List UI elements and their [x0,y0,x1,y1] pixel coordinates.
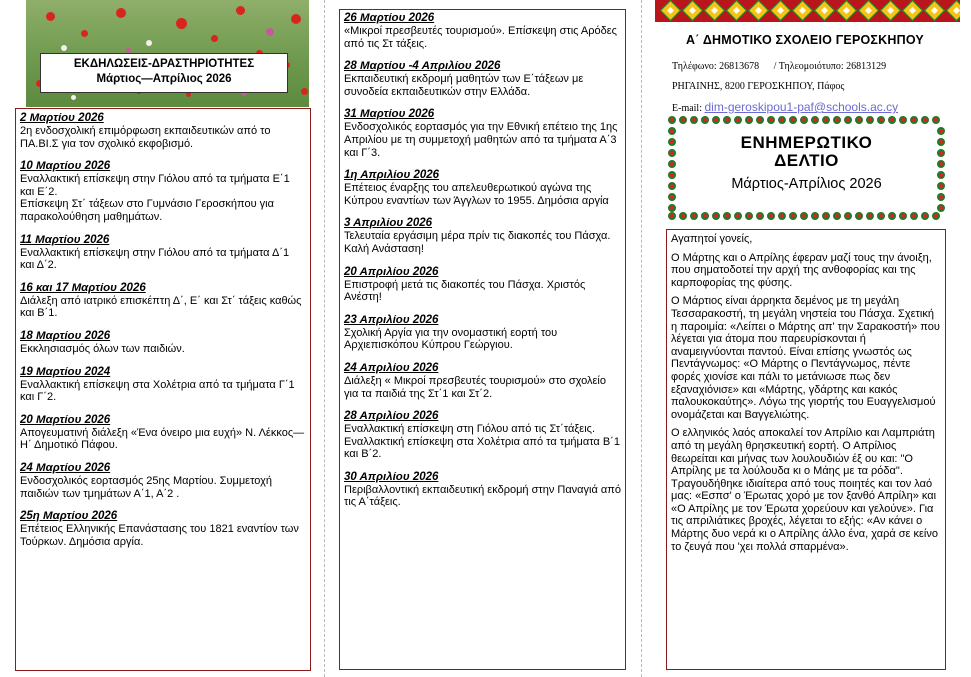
frame-flower [668,127,676,135]
event-text: Τελευταία εργάσιμη μέρα πρίν τις διακοπές του Πάσχα. Καλή Ανάσταση! [344,230,611,255]
event-text: Επιστροφή μετά τις διακοπές του Πάσχα. Χριστός Ανέστη! [344,278,586,304]
pattern-diamond [682,0,703,21]
frame-flower [937,182,945,190]
event-text: Επίσκεψη Στ΄ τάξεων στο Γυμνάσιο Γεροσκήπου για παρακολούθηση μαθημάτων. [20,198,274,223]
event-item [20,510,306,548]
frame-flower [866,212,874,220]
event-item [20,234,306,272]
pattern-diamond [770,0,791,21]
frame-flower [877,116,885,124]
event-text: Ενδοσχολικός εορτασμός για την Εθνική επέτειο της 1ης Απριλίου με τη συμμετοχή μαθητών από τα τμήματα Α΄3 και Γ΄3. [344,121,618,159]
pattern-diamond [836,0,857,21]
pattern-diamond [880,0,901,21]
frame-flower [767,116,775,124]
frame-flower [844,116,852,124]
event-date: 11 Μαρτίου 2026 [20,233,110,246]
frame-flower [734,116,742,124]
pattern-diamond [792,0,813,21]
event-item [20,282,306,320]
left-events-list [20,112,306,548]
event-text: Σχολική Αργία για την ονομαστική εορτή του Αρχιεπισκόπου Κύπρου Γεώργιου. [344,326,558,352]
event-item [344,12,622,50]
frame-flower [910,212,918,220]
pattern-diamond [924,0,945,21]
left-title-box [40,53,288,93]
frame-flower [712,116,720,124]
left-title-heading: ΕΚΔΗΛΩΣΕΙΣ-ΔΡΑΣΤΗΡΙΟΤΗΤΕΣ [73,58,255,70]
event-item [344,314,622,352]
frame-flower [723,212,731,220]
event-text: Εναλλακτική επίσκεψη στα Χολέτρια από τα τμήματα Β΄1 και Β΄2. [344,435,620,461]
frame-flower [668,182,676,190]
frame-flower [844,212,852,220]
event-date: 25η Μαρτίου 2026 [20,510,118,523]
frame-flower [937,127,945,135]
frame-flower [888,116,896,124]
event-date: 3 Απριλίου 2026 [344,217,433,230]
pattern-diamond [660,0,681,21]
frame-flower [701,212,709,220]
left-title-period: Μάρτιος—Απρίλιος 2026 [96,73,232,85]
poppy-flower [46,12,55,21]
frame-flower [668,116,676,124]
event-text: Επέτειος Ελληνικής Επανάστασης του 1821 εναντίον των Τούρκων. Δημόσια αργία. [20,523,299,548]
fold-divider-left [324,0,325,677]
event-date: 1η Απριλίου 2026 [344,169,440,182]
frame-flower [679,212,687,220]
event-date: 30 Απριλίου 2026 [344,470,439,483]
event-item [344,471,622,509]
event-date: 28 Μαρτίου -4 Απριλίου 2026 [344,60,501,73]
frame-flower [910,116,918,124]
event-item [344,410,622,461]
event-text: Περιβαλλοντική εκπαιδευτική εκδρομή στην Παναγιά από τις Α΄τάξεις. [344,483,621,509]
school-address: ΡΗΓΑΙΝΗΣ, 8200 ΓΕΡΟΣΚΗΠΟΥ, Πάφος [672,81,845,92]
event-text: Εναλλακτική επίσκεψη στα Χολέτρια από τα τμήματα Γ΄1 και Γ΄2. [20,378,295,404]
frame-flower [734,212,742,220]
letter-paragraph: Ο ελληνικός λαός αποκαλεί τον Απρίλιο και Λαμπριάτη από τη μεγάλη θρησκευτική εορτή. Ο Απρίλιος θεωρείται και μήνας των λουλουδιών έξ ου και: "Ο Απρίλης με τα λούλουδα κι ο Μάης με τα ρόδα". Τραγουδήθηκε ιδιαίτερα από τους ποιητές και τον λαό μας: «Εσπσ' ο Έρωτας χορό με τον ξανθό Απρίλη» και «Ο Απρίλης με τον Έρωτα χορεύουν και γελούνε». Για τις απριλιάτικες βροχές, λέγεται το εξής: «Αν κάνει ο Μάρτης δυο νερά κι ο Απρίλης άλλο ένα, χαρά σε κείνο το ζευγά που 'χει πολλά σπαρμένα». [671,427,938,553]
event-text: Εκκλησιασμός όλων των παιδιών. [20,342,185,355]
pattern-diamond [902,0,923,21]
event-item [20,462,306,500]
frame-flower [745,212,753,220]
contact-phones [672,61,886,72]
middle-events-list [344,12,622,509]
letter-paragraph: Ο Μάρτιος είναι άρρηκτα δεμένος με τη μεγάλη Τεσσαρακοστή, τη μεγάλη νηστεία του Πάσχα. Σχετική η παροιμία: «Λείπει ο Μάρτης απ' την Σαρακοστή» που λέγεται για άτομα που παρευρίσκονται ή αναμειγνύονται παντού. Είναι επίσης γνωστός ως Πεντάγνωμος: «Ο Μάρτης ο Πεντάγνωμος, πέντε φορές χιονίσε και πάλι το μετάνιωσε πως δεν εξαναχιόνισε» και «Μάρτης, γδάρτης και κακός παλουκοκαύτης». Λόγω της γιορτής του Ευαγγελισμού ονομάζεται και Βαγγελιώτης. [671,295,940,421]
event-date: 23 Απριλίου 2026 [344,313,439,326]
event-date: 24 Μαρτίου 2026 [20,461,111,474]
event-item [344,266,622,304]
poppy-flower [81,30,88,37]
frame-flower [690,116,698,124]
frame-flower [937,149,945,157]
event-text: Εναλλακτική επίσκεψη στη Γιόλου από τις Στ΄τάξεις. [344,423,595,436]
frame-flower [745,116,753,124]
newsletter-period: Μάρτιος-Απρίλιος 2026 [731,176,882,192]
phone-number: Τηλέφωνο: 26813678 [672,61,760,72]
frame-flower [789,212,797,220]
frame-flower [937,193,945,201]
frame-flower [822,116,830,124]
frame-flower [833,212,841,220]
frame-flower [811,116,819,124]
frame-flower [866,116,874,124]
frame-flower [690,212,698,220]
event-text: Διάλεξη από ιατρικό επισκέπτη Δ΄, Ε΄ και Στ΄ τάξεις καθώς και Β΄1. [20,294,302,320]
event-text: Εναλλακτική επίσκεψη στην Γιόλου από τα τμήματα Δ΄1 και Δ΄2. [20,246,290,272]
frame-flower [937,138,945,146]
frame-flower [712,212,720,220]
event-date: 20 Μαρτίου 2026 [20,413,111,426]
poppy-flower [71,95,76,100]
frame-flower [932,212,940,220]
decorative-pattern-banner [655,0,960,22]
frame-flower [800,212,808,220]
frame-flower [811,212,819,220]
frame-flower [855,212,863,220]
event-item [344,217,622,255]
event-date: 24 Απριλίου 2026 [344,361,439,374]
poppy-flower [266,28,274,36]
event-item [344,60,622,98]
newsletter-title-line1: ΕΝΗΜΕΡΩΤΙΚΟ [740,133,873,152]
poppy-flower [116,8,126,18]
frame-flower [668,193,676,201]
frame-flower [668,149,676,157]
frame-flower [899,116,907,124]
frame-flower [833,116,841,124]
event-text: Ενδοσχολικός εορτασμός 25ης Μαρτίου. Συμμετοχή παιδιών των τμημάτων Α΄1, Α΄2 . [20,474,272,500]
frame-flower [778,116,786,124]
event-text: Απογευματινή διάλεξη «Ένα όνειρο μια ευχή» Ν. Λέκκος—Η΄ Δημοτικό Πάφου. [20,426,305,452]
letter-greeting: Αγαπητοί γονείς, [671,233,753,245]
pattern-diamond [858,0,879,21]
frame-flower [937,171,945,179]
frame-flower [756,212,764,220]
frame-flower [921,212,929,220]
parents-letter [666,229,946,670]
newsletter-title [668,134,945,170]
event-text: Εναλλακτική επίσκεψη στην Γιόλου από τα τμήματα Ε΄1 και Ε΄2. [20,173,290,198]
email-link[interactable]: dim-geroskipou1-paf@schools.ac.cy [704,100,899,114]
event-text: Εκπαιδευτική εκδρομή μαθητών των Ε΄τάξεων με συνοδεία εκπαιδευτικών στην Ελλάδα. [344,73,584,98]
event-date: 19 Μαρτίου 2024 [20,365,111,378]
fax-number: / Τηλεομοιότυπο: 26813129 [773,61,887,72]
frame-flower [855,116,863,124]
frame-flower [937,204,945,212]
fold-divider-right [641,0,642,677]
school-name: Α΄ ΔΗΜΟΤΙΚΟ ΣΧΟΛΕΙΟ ΓΕΡΟΣΚΗΠΟΥ [686,33,924,47]
pattern-diamond [946,0,960,21]
pattern-diamond [726,0,747,21]
event-text: «Μικροί πρεσβευτές τουρισμού». Επίσκεψη στις Αρόδες από τις Στ τάξεις. [344,25,617,50]
frame-flower [899,212,907,220]
frame-flower [668,160,676,168]
frame-flower [767,212,775,220]
pattern-diamond [748,0,769,21]
event-item [20,112,306,150]
frame-flower [800,116,808,124]
pattern-diamond [704,0,725,21]
frame-flower [789,116,797,124]
frame-flower [756,116,764,124]
event-date: 20 Απριλίου 2026 [344,265,439,278]
frame-flower [877,212,885,220]
event-date: 18 Μαρτίου 2026 [20,329,111,342]
event-item [20,366,306,404]
event-item [344,108,622,159]
email-line [672,100,898,114]
frame-flower [937,160,945,168]
poppy-flower [236,6,245,15]
event-item [344,169,622,207]
frame-flower [888,212,896,220]
poppy-flower [291,14,301,24]
poppy-flower [61,45,67,51]
frame-flower [668,212,676,220]
event-date: 26 Μαρτίου 2026 [344,12,435,24]
event-item [20,414,306,452]
event-date: 2 Μαρτίου 2026 [20,112,104,124]
frame-flower [921,116,929,124]
event-date: 10 Μαρτίου 2026 [20,160,111,173]
event-text: 2η ενδοσχολική επιμόρφωση εκπαιδευτικών από το ΠΑ.ΒΙ.Σ για τον σχολικό εκφοβισμό. [20,125,271,150]
event-item [344,362,622,400]
poppy-flower [301,88,308,95]
email-label: E-mail: [672,103,705,114]
letter-paragraph: Ο Μάρτης και ο Απρίλης έφεραν μαζί τους την άνοιξη, που σηματοδοτεί την αρχή της ανθοφορίας και της καρποφορίας της φύσης. [671,251,932,289]
frame-flower [668,138,676,146]
frame-flower [701,116,709,124]
frame-flower [932,116,940,124]
frame-flower [668,171,676,179]
event-text: Επέτειος έναρξης του απελευθερωτικού αγώνα της Κύπρου εναντίων των Άγγλων το 1955. Δημόσια αργία [344,182,609,207]
event-date: 31 Μαρτίου 2026 [344,108,435,121]
frame-flower [723,116,731,124]
event-text: Διάλεξη « Μικροί πρεσβευτές τουρισμού» στο σχολείο για τα παιδιά της Στ΄1 και Στ΄2. [344,374,606,400]
frame-flower [822,212,830,220]
newsletter-title-frame [668,116,945,220]
event-item [20,160,306,223]
event-date: 16 και 17 Μαρτίου 2026 [20,281,146,294]
frame-flower [679,116,687,124]
poppy-flower [211,35,218,42]
newsletter-title-line2: ΔΕΛΤΙΟ [774,151,839,170]
event-item [20,330,306,356]
poppy-flower [146,40,152,46]
event-date: 28 Απριλίου 2026 [344,410,439,423]
poppy-flower [176,18,187,29]
pattern-diamond [814,0,835,21]
frame-flower [668,204,676,212]
frame-flower [778,212,786,220]
